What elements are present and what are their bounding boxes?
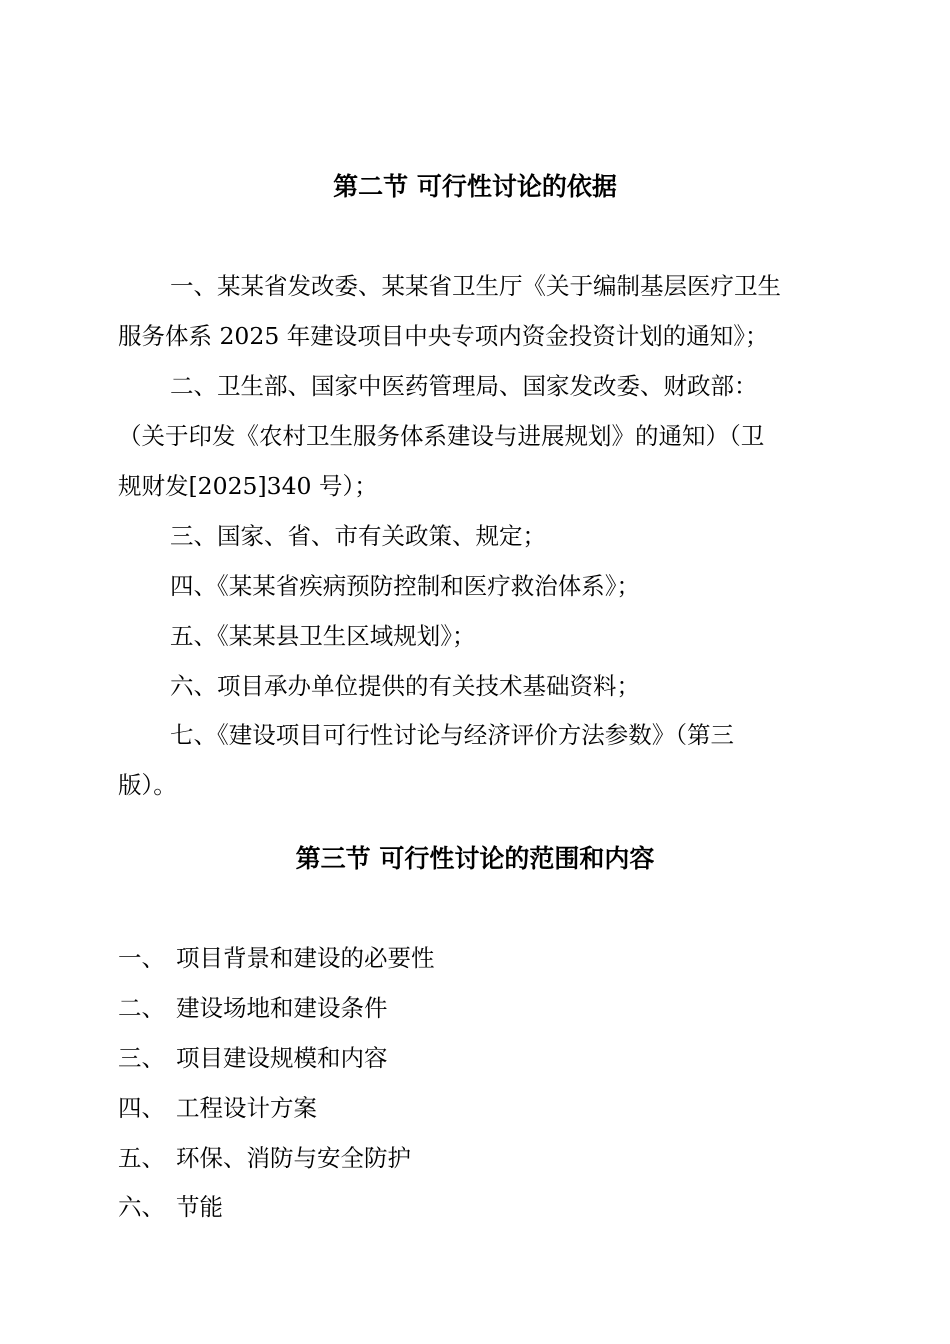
scope-item-text: 项目背景和建设的必要性 (176, 944, 435, 972)
scope-item-4 (118, 1093, 317, 1123)
scope-item-number: 一、 (118, 944, 165, 972)
scope-item-3 (118, 1043, 388, 1073)
scope-item-text: 环保、消防与安全防护 (176, 1144, 411, 1172)
basis-item-6: 六、项目承办单位提供的有关技术基础资料； (170, 672, 640, 700)
scope-item-2 (118, 993, 388, 1023)
scope-item-6 (118, 1192, 223, 1222)
basis-item-7-line-2: 版）。 (118, 771, 177, 799)
basis-item-2-line-2: （关于印发《农村卫生服务体系建设与进展规划》的通知）（卫 (118, 422, 765, 450)
scope-item-1 (118, 943, 435, 973)
scope-item-text: 建设场地和建设条件 (176, 994, 388, 1022)
basis-item-2-line-1: 二、卫生部、国家中医药管理局、国家发改委、财政部： (170, 372, 758, 400)
basis-item-1-line-2: 服务体系 2025 年建设项目中央专项内资金投资计划的通知》； (118, 322, 769, 350)
scope-item-number: 四、 (118, 1094, 165, 1122)
basis-item-1-line-1: 一、某某省发改委、某某省卫生厅《关于编制基层医疗卫生 (170, 272, 781, 300)
basis-item-5: 五、《某某县卫生区域规划》； (170, 622, 476, 650)
section-2-heading: 第二节 可行性讨论的依据 (333, 172, 617, 201)
scope-item-number: 二、 (118, 994, 165, 1022)
scope-item-text: 工程设计方案 (176, 1094, 317, 1122)
basis-item-3: 三、国家、省、市有关政策、规定； (170, 522, 546, 550)
basis-item-4: 四、《某某省疾病预防控制和医疗救治体系》； (170, 572, 640, 600)
basis-item-2-line-3: 规财发[2025]340 号）； (118, 472, 378, 500)
section-3-heading: 第三节 可行性讨论的范围和内容 (295, 844, 655, 873)
scope-item-number: 六、 (118, 1193, 165, 1221)
scope-item-number: 五、 (118, 1144, 165, 1172)
scope-item-number: 三、 (118, 1044, 165, 1072)
basis-item-7-line-1: 七、《建设项目可行性讨论与经济评价方法参数》（第三 (170, 721, 734, 749)
scope-item-5 (118, 1143, 411, 1173)
scope-item-text: 项目建设规模和内容 (176, 1044, 388, 1072)
scope-item-text: 节能 (176, 1193, 223, 1221)
